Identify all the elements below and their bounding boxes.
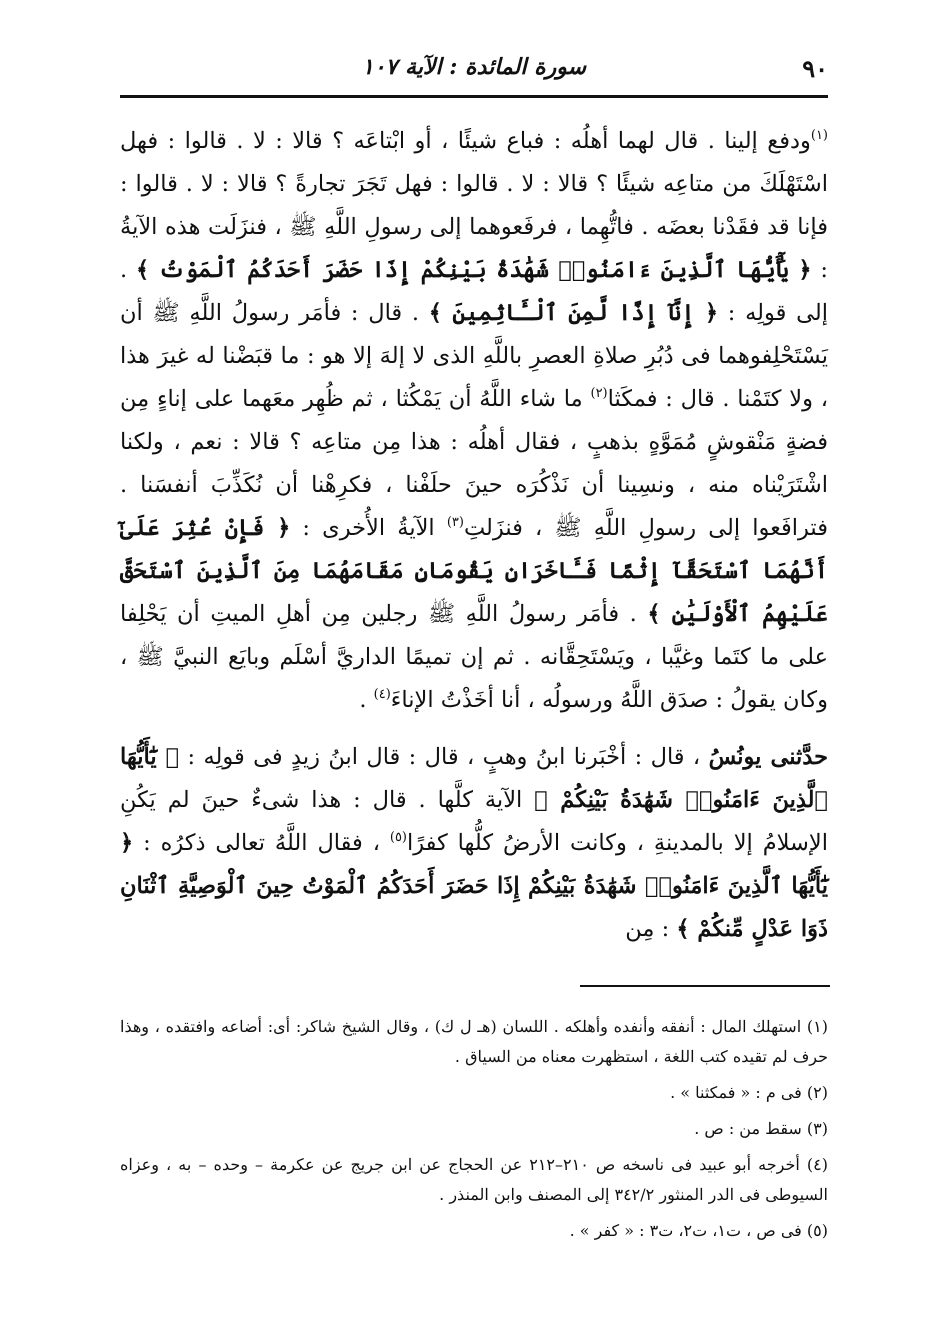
footnote-marker: (٢) bbox=[590, 386, 608, 401]
footnote-rule bbox=[580, 985, 830, 987]
quran-quote: ﴿ يَٰٓأَيُّهَا ٱلَّذِينَ ءَامَنُوا۟ شَهَٰدَةُ بَيْنِكُمْ إِذَا حَضَرَ أَحَدَكُمُ ٱلْمَوْتُ ﴾ bbox=[135, 257, 812, 283]
quran-quote: ﴿ إِنَّآ إِذًا لَّمِنَ ٱلْـَٔاثِمِينَ ﴾ bbox=[428, 300, 719, 326]
text-run: . قال : فأمَر رسولُ اللَّهِ ﷺ أن يَسْتَحْلِفوهما فى دُبُرِ صلاةِ العصرِ باللَّهِ الذى لا إلهَ إلا هو : ما قبَضْنا له غيرَ هذا ، ولا كتَمْنا . قال : فمكَثا bbox=[120, 300, 828, 412]
text-run: ما شاء اللَّهُ أن يَمْكُثا ، ثم ظُهِر معَهما على إناءٍ مِن فضةٍ مَنْقوشٍ مُمَوَّهٍ بذهبٍ ، فقال أهلُه : هذا مِن متاعِه ؟ قالا : نعم ، ولكنا اشْتَرَيْناه منه ، ونسِينا أن نَذْكُرَه حينَ حلَفْنا ، فكرِهْنا أن نُكَذِّبَ أنفسَنا . فترافَعوا إلى رسولِ اللَّهِ ﷺ ، فنزَلتِ bbox=[120, 386, 828, 541]
footnote: (٣) سقط من : ص . bbox=[694, 1119, 828, 1138]
header-rule bbox=[120, 95, 828, 98]
page-number: ٩٠ bbox=[802, 54, 828, 83]
footnote-marker: (٣) bbox=[446, 515, 464, 530]
text-run: ، فقال اللَّهُ تعالى ذكرُه : bbox=[133, 830, 390, 856]
text-run: : مِن bbox=[625, 916, 677, 942]
text-run: ، قال : أخْبَرنا ابنُ وهبٍ ، قال : قال ابنُ زيدٍ فى قولِه : bbox=[179, 744, 709, 770]
quran-quote: ﴿ يَٰٓأَيُّهَا ٱلَّذِينَ ءَامَنُوا۟ شَهَٰدَةُ بَيْنِكُمْ ﴾ bbox=[120, 744, 829, 813]
footnote: (٥) فى ص ، ت١، ت٢، ت٣ : « كفر » . bbox=[569, 1221, 828, 1240]
footnotes bbox=[120, 1012, 828, 1252]
footnote: (٤) أخرجه أبو عبيد فى ناسخه ص ٢١٠–٢١٢ عن الحجاج عن ابن جريج عن عكرمة – وحده – به ، وعزاه السيوطى فى الدر المنثور ٣٤٢/٢ إلى المصنف وابن المنذر . bbox=[120, 1155, 829, 1204]
text-run: . bbox=[359, 687, 374, 713]
footnote-marker: (٤) bbox=[373, 687, 391, 702]
text-run: . إلى قولِه : bbox=[120, 257, 828, 326]
text-run: الآيةُ الأُخرى : bbox=[290, 515, 447, 541]
main-text bbox=[120, 120, 828, 951]
page-header bbox=[120, 50, 828, 88]
isnad-lead: حدَّثنى يونُسُ bbox=[708, 744, 828, 770]
footnote-marker: (١) bbox=[810, 128, 828, 143]
footnote-marker: (٥) bbox=[389, 830, 407, 845]
footnote: (٢) فى م : « فمكثنا » . bbox=[670, 1083, 828, 1102]
text-run: . فأمَر رسولُ اللَّهِ ﷺ رجلين مِن أهلِ الميتِ أن يَحْلِفا على ما كتَما وغيَّبا ، ويَسْتَحِقَّانه . ثم إن تميمًا الداريَّ أسْلَم وبايَع النبيَّ ﷺ ، وكان يقولُ : صدَق اللَّهُ ورسولُه ، أنا أخَذْتُ الإناءَ bbox=[120, 601, 828, 713]
paragraph bbox=[120, 736, 828, 951]
quran-quote: ﴿ يَٰٓأَيُّهَا ٱلَّذِينَ ءَامَنُوا۟ شَهَٰدَةُ بَيْنِكُمْ إِذَا حَضَرَ أَحَدَكُمُ ٱلْمَوْتُ حِينَ ٱلْوَصِيَّةِ ٱثْنَانِ ذَوَا عَدْلٍ مِّنكُمْ ﴾ bbox=[120, 830, 828, 942]
text-run: ودفع إلينا . قال لهما أهلُه : فباع شيئًا ، أو ابْتاعَه ؟ قالا : لا . قالوا : فهل اسْتَهْلَكَ من متاعِه شيئًا ؟ قالا : لا . قالوا : فهل تَجَرَ تجارةً ؟ قالا : لا . قالوا : فإنا قد فقَدْنا بعضَه . فاتُّهِما ، فرفَعوهما إلى رسولِ اللَّهِ ﷺ ، فنزَلَت هذه الآيةُ : bbox=[120, 128, 828, 283]
paragraph bbox=[120, 120, 828, 722]
running-title: سورة المائدة : الآية ١٠٧ bbox=[361, 54, 587, 80]
quran-quote: ﴿ فَإِنْ عُثِرَ عَلَىٰٓ أَنَّهُمَا ٱسْتَحَقَّآ إِثْمًا فَـَٔاخَرَانِ يَقُومَانِ مَقَامَهُمَا مِنَ ٱلَّذِينَ ٱسْتَحَقَّ عَلَيْهِمُ ٱلْأَوْلَيَٰنِ ﴾ bbox=[120, 515, 828, 627]
footnote: (١) استهلك المال : أنفقه وأنفده وأهلكه . اللسان (هـ ل ك) ، وقال الشيخ شاكر: أى: أضاعه وافتقده ، وهذا حرف لم تقيده كتب اللغة ، استظهرت معناه من السياق . bbox=[120, 1017, 828, 1066]
text-run: الآية كلَّها . قال : هذا شىءٌ حينَ لم يَكُنِ الإسلامُ إلا بالمدينةِ ، وكانت الأرضُ كلُّها كفرًا bbox=[120, 787, 828, 856]
